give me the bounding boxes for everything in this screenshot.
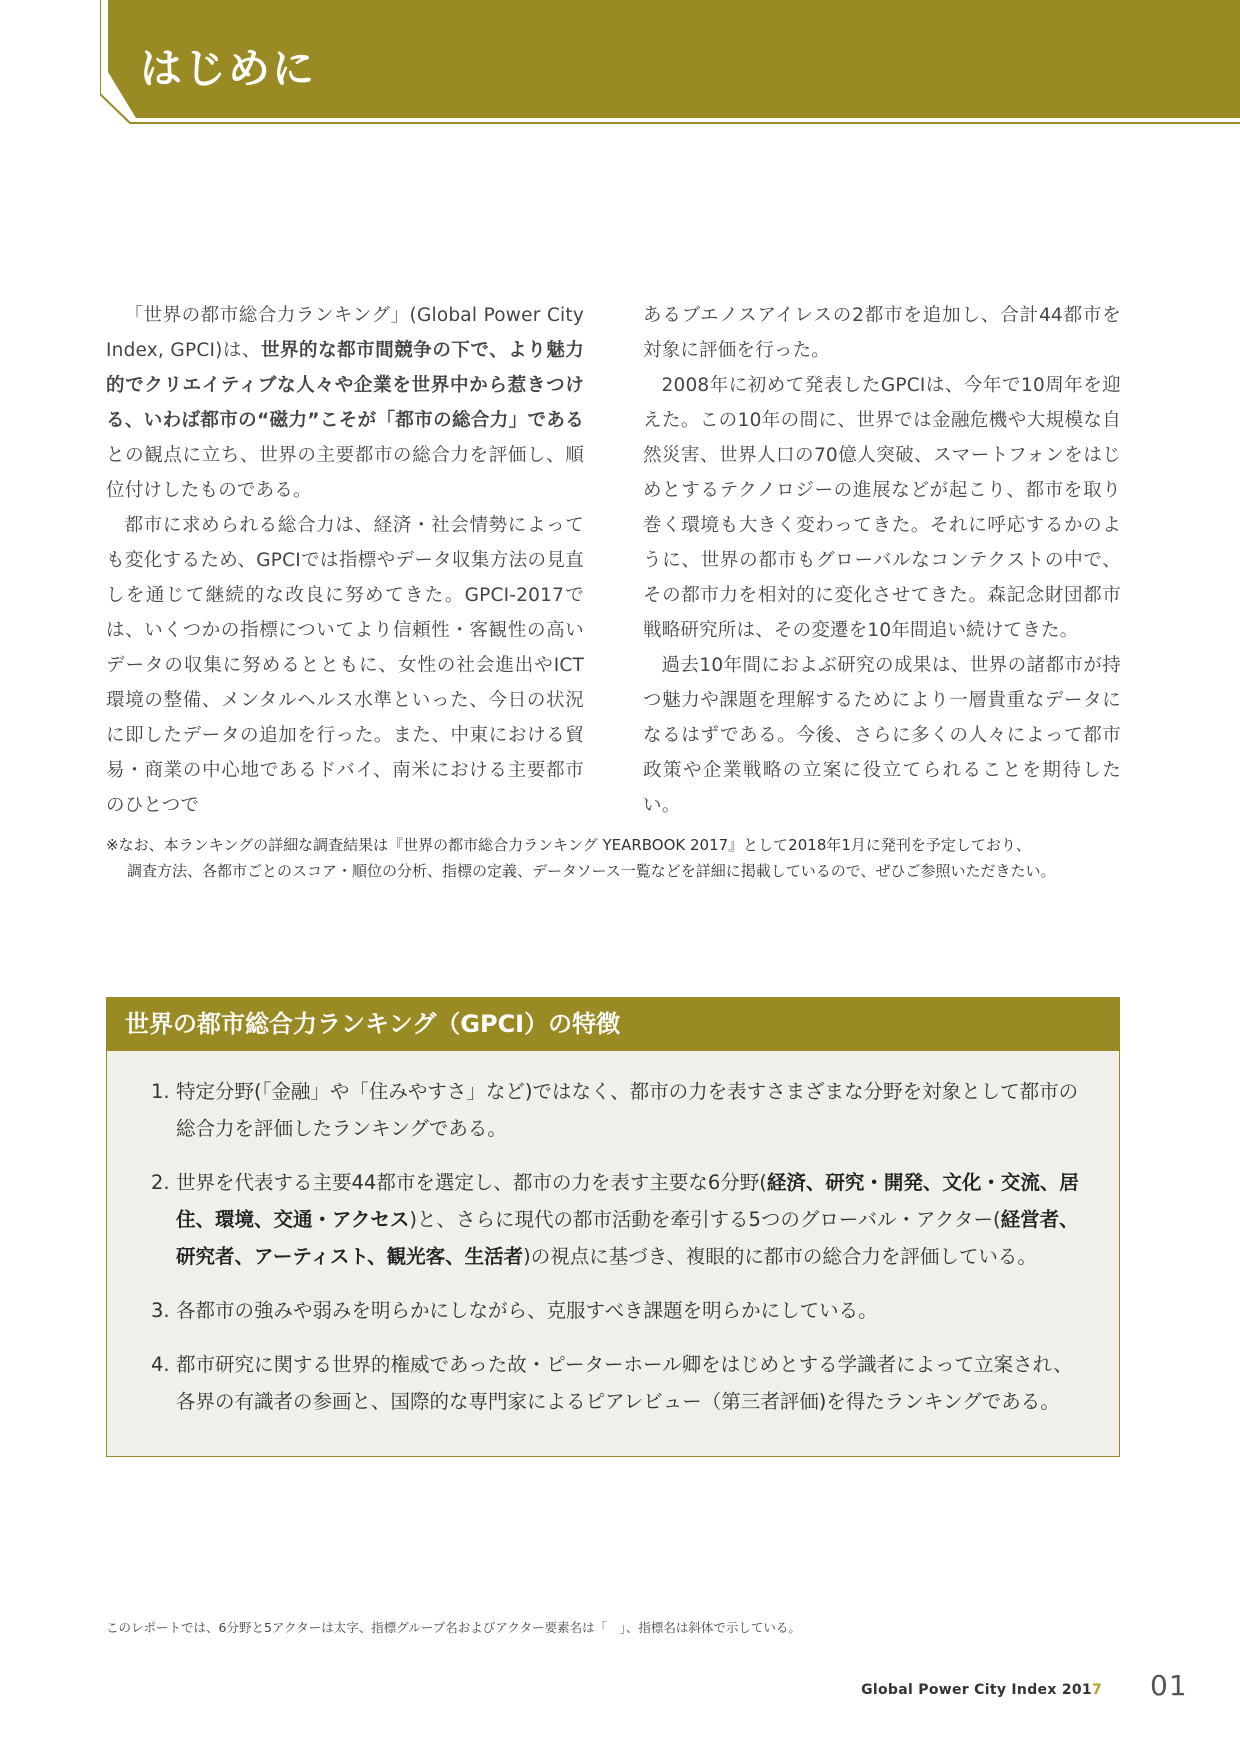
yearbook-note xyxy=(106,832,1136,884)
intro-p1-lead: 「世界の都市総合力ランキング」(Global Power City Index, GPCI)は、 xyxy=(106,305,584,361)
feature-text: 都市研究に関する世界的権威であった故・ピーターホール卿をはじめとする学識者によって立案され、各界の有識者の参画と、国際的な専門家によるピアレビュー（第三者評価)を得たランキングである。 xyxy=(176,1353,1073,1413)
feature-item-3 xyxy=(151,1292,1089,1329)
feature-number: 3. xyxy=(151,1299,170,1322)
intro-p1-tail: との観点に立ち、世界の主要都市の総合力を評価し、順位付けしたものである。 xyxy=(106,445,584,501)
feature-text: 特定分野(「金融」や「住みやすさ」など)ではなく、都市の力を表すさまざまな分野を対象として都市の総合力を評価したランキングである。 xyxy=(176,1080,1079,1140)
five-actors-bold: 経営者、研究者、アーティスト、観光客、生活者 xyxy=(176,1208,1079,1268)
page-number: 01 xyxy=(1150,1669,1188,1702)
footer-brand xyxy=(861,1682,1102,1698)
note-line-1: ※なお、本ランキングの詳細な調査結果は『世界の都市総合力ランキング YEARBOOK 2017』として2018年1月に発刊を予定しており、 xyxy=(106,836,1031,854)
report-footnote: このレポートでは、6分野と5アクターは太字、指標グループ名およびアクター要素名は「 」、指標名は斜体で示している。 xyxy=(106,1620,801,1635)
feature-item-1 xyxy=(151,1073,1089,1147)
note-line-2: 調査方法、各都市ごとのスコア・順位の分析、指標の定義、データソース一覧などを詳細に掲載しているので、ぜひご参照いただきたい。 xyxy=(127,862,1056,880)
footer-brand-accent: 7 xyxy=(1091,1682,1102,1698)
feature-number: 4. xyxy=(151,1353,170,1376)
feature-item-2 xyxy=(151,1164,1089,1275)
feature-text-e: )の視点に基づき、複眼的に都市の総合力を評価している。 xyxy=(523,1245,1037,1268)
intro-paragraph-1 xyxy=(106,298,584,508)
feature-item-4 xyxy=(151,1346,1089,1420)
intro-column-right xyxy=(643,298,1121,823)
feature-number: 1. xyxy=(151,1080,170,1103)
page-title: はじめに xyxy=(140,44,317,93)
intro-p1-bold: 世界的な都市間競争の下で、より魅力的でクリエイティブな人々や企業を世界中から惹きつける、いわば都市の“磁力”こそが「都市の総合力」である xyxy=(106,340,584,431)
feature-text-a: 世界を代表する主要44都市を選定し、都市の力を表す主要な6分野( xyxy=(176,1171,767,1194)
feature-text-c: )と、さらに現代の都市活動を牽引する5つのグローバル・アクター( xyxy=(409,1208,1001,1231)
footer-brand-text: Global Power City Index 201 xyxy=(861,1682,1092,1698)
gpci-features-box xyxy=(106,997,1120,1457)
features-title: 世界の都市総合力ランキング（GPCI）の特徴 xyxy=(107,998,1119,1051)
six-fields-bold: 経済、研究・開発、文化・交流、居住、環境、交通・アクセス xyxy=(176,1171,1079,1231)
intro-paragraph-2: 都市に求められる総合力は、経済・社会情勢によっても変化するため、GPCIでは指標やデータ収集方法の見直しを通じて継続的な改良に努めてきた。GPCI-2017では、いくつかの指標についてより信頼性・客観性の高いデータの収集に努めるとともに、女性の社会進出やICT環境の整備、メンタルヘルス水準といった、今日の状況に即したデータの追加を行った。また、中東における貿易・商業の中心地であるドバイ、南米における主要都市のひとつで xyxy=(106,515,584,816)
intro-column-left xyxy=(106,298,584,823)
feature-number: 2. xyxy=(151,1171,170,1194)
feature-text: 各都市の強みや弱みを明らかにしながら、克服すべき課題を明らかにしている。 xyxy=(176,1299,878,1322)
intro-paragraph-2-continued: あるブエノスアイレスの2都市を追加し、合計44都市を対象に評価を行った。 xyxy=(643,305,1121,361)
intro-paragraph-3: 2008年に初めて発表したGPCIは、今年で10周年を迎えた。この10年の間に、世界では金融危機や大規模な自然災害、世界人口の70億人突破、スマートフォンをはじめとするテクノロジーの進展などが起こり、都市を取り巻く環境も大きく変わってきた。それに呼応するかのように、世界の都市もグローバルなコンテクストの中で、その都市力を相対的に変化させてきた。森記念財団都市戦略研究所は、その変遷を10年間追い続けてきた。 xyxy=(643,375,1121,641)
intro-paragraph-4: 過去10年間におよぶ研究の成果は、世界の諸都市が持つ魅力や課題を理解するためにより一層貴重なデータになるはずである。今後、さらに多くの人々によって都市政策や企業戦略の立案に役立てられることを期待したい。 xyxy=(643,655,1121,816)
features-list xyxy=(107,1051,1119,1420)
